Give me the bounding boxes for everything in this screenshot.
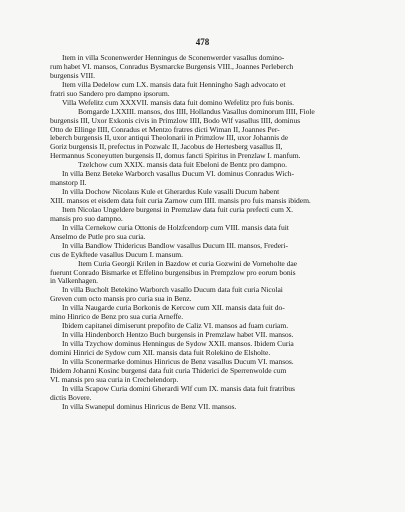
text-line: Hermannus Sconeyutten burgensis II, domus fancti Spiritus in Prenzlaw I. manfum. — [50, 152, 301, 161]
text-line: Villa Wefelitz cum XXXVII. mansis data fuit domino Wefelitz pro fuis bonis. — [62, 98, 294, 107]
text-line: Item Curia Georgii Krilen in Bazdow et curia Gozwini de Vorneholte dae — [78, 259, 297, 268]
text-line: Anselmo de Putle pro sua curia. — [50, 232, 146, 241]
text-line: In villa Naugarde curia Borkonis de Kercow cum XII. mansis data fuit do- — [62, 304, 285, 313]
text-line: In villa Dochow Nicolaus Kule et Gherardus Kule vasalli Ducum habent — [62, 188, 280, 197]
text-line: Ibidem capitanei dimiserunt prepofito de Caliz VI. mansos ad fuam curiam. — [62, 322, 289, 331]
text-line: Item Nicolao Ungeldere burgensi in Premzlaw data fuit curia prefecti cum X. — [62, 205, 294, 214]
text-line: leberch burgensis II, uxor antiqui Theolonarii in Primzlow III, uxor Johannis de — [50, 134, 289, 143]
text-line: In villa Sconermarke dominus Hinricus de Benz vasallus Ducum VI. mansos. — [62, 357, 294, 366]
text-line: Otto de Ellinge IIII, Conradus et Mentzo fratres dicti Wiman II, Joannes Per- — [50, 125, 280, 134]
text-line: cus de Eykftede vasallus Ducum I. mansum. — [50, 250, 183, 259]
text-line: XIII. mansos et eisdem data fuit curia Zarnow cum IIII. mansis pro fuis mansis ibidem. — [50, 197, 311, 205]
text-line: Bomgarde LXXIII. mansos, dos IIII, Hollandus Vasallus dominorum IIII, Fiole — [78, 107, 315, 116]
text-line: In villa Tzychow dominus Henningus de Sydow XXII. mansos. Ibidem Curia — [62, 340, 294, 348]
text-line: in Valkenhagen. — [50, 277, 99, 286]
text-line: In villa Benz Beteke Warborch vasallus Ducum VI. dominus Conradus Wich- — [62, 170, 294, 179]
text-line: In villa Hindenborch Hentzo Buch burgensis in Premzlaw habet VII. mansos. — [62, 331, 294, 340]
text-line: In villa Bandlow Thidericus Bandlow vasallus Ducum III. mansos, Frederi- — [62, 241, 288, 250]
text-line: Greven cum octo mansis pro curia sua in Benz. — [50, 295, 192, 304]
text-line: mino Hinrico de Benz pro sua curia Arneffe. — [50, 313, 184, 322]
text-line: In villa Cernekow curia Ottonis de Holzfcendorp cum VIII. mansis data fuit — [62, 223, 289, 232]
text-line: rum habet VI. mansos, Conradus Bysmarcke Burgensis VIII., Joannes Perleberch — [50, 62, 294, 71]
text-line: fratri suo Sandero pro dampno ipsorum. — [50, 89, 170, 98]
text-line: mansis pro suo dampno. — [50, 214, 123, 223]
text-line: In villa Swanepul dominus Hinricus de Benz VII. mansos. — [62, 402, 237, 411]
text-line: burgensis III, Uxor Exkonis civis in Primzlow IIII, Bodo Wlf vasallus IIII, dominus — [50, 116, 301, 125]
text-line: fuerunt Conrado Bismarke et Effelino burgensibus in Prempzlow pro eorum bonis — [50, 268, 296, 277]
text-line: dictis Bovere. — [50, 393, 92, 402]
text-line: Item in villa Sconenwerder Henningus de Sconenwerder vasallus domino- — [62, 54, 285, 62]
text-line: Ibidem Johanni Kosinc burgensi data fuit curia Thiderici de Sperrenwolde cum — [50, 366, 287, 375]
text-line: domini Hinrici de Sydow cum XII. mansis data fuit Rolekino de Elsholte. — [50, 348, 271, 357]
text-line: In villa Scapow Curia domini Gherardi Wlf cum IX. mansis data fuit fratribus — [62, 384, 295, 393]
text-line: Item villa Dedelow cum LX. mansis data fuit Henningho Sagh advocato et — [62, 80, 286, 89]
text-line: In villa Bucholt Betekino Warborch vasallo Ducum data fuit curia Nicolai — [62, 286, 283, 295]
text-line: VI. mansis pro sua curia in Crechelendorp. — [50, 375, 179, 384]
body-text — [50, 54, 400, 412]
text-line: Goriz burgensis II, prefectus in Pozwalc II, Jacobus de Hertesberg vasallus II, — [50, 143, 283, 152]
page-number: 478 — [195, 37, 210, 47]
text-line: Tzelchow cum XXIX. mansis data fuit Ebeloni de Bentz pro dampno. — [78, 161, 287, 170]
text-line: manstorp II. — [50, 179, 87, 188]
text-line: burgensis VIII. — [50, 71, 95, 80]
